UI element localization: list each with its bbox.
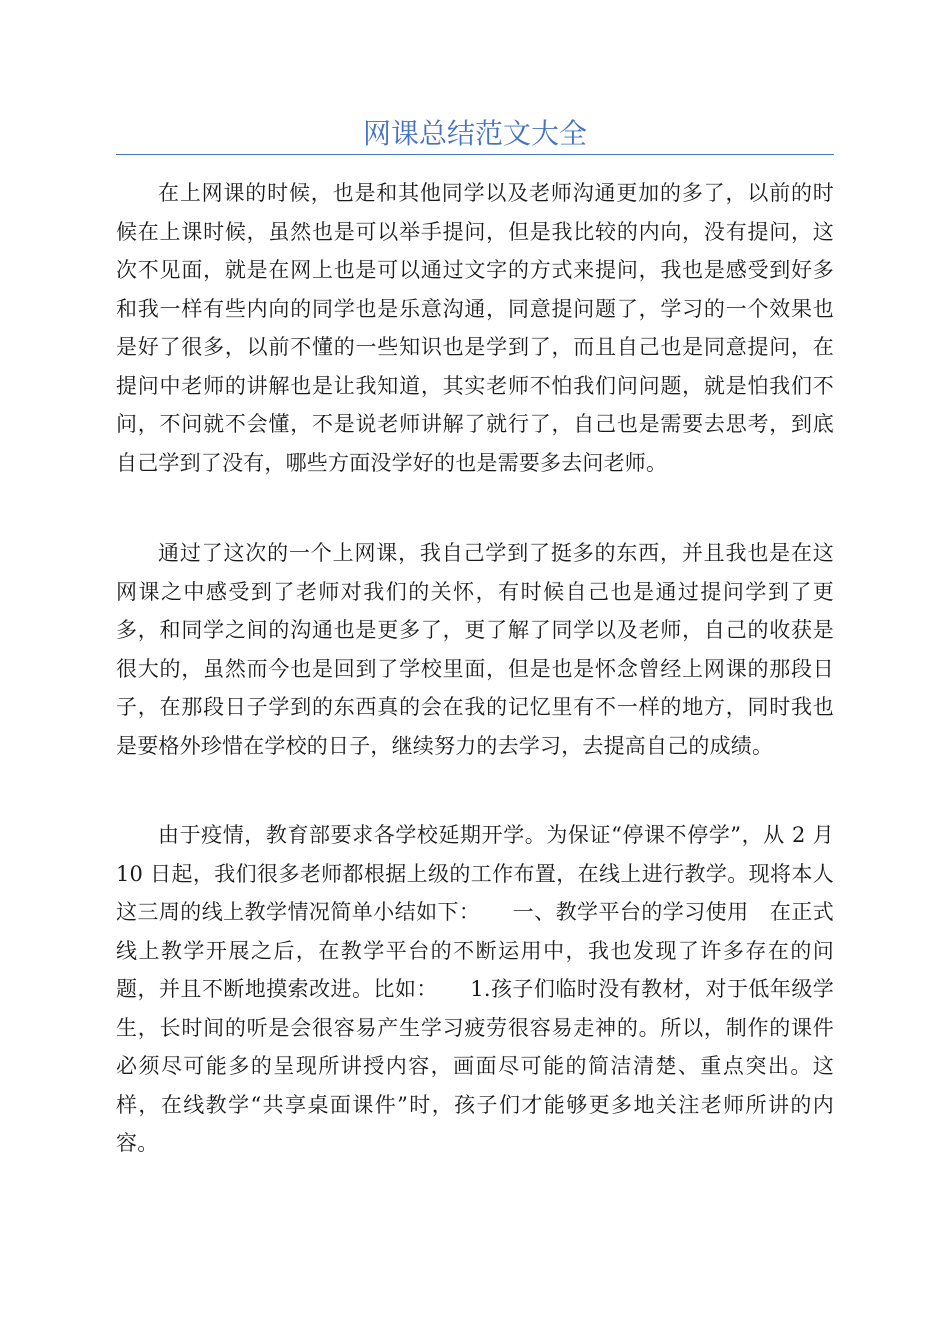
paragraph-3: 由于疫情，教育部要求各学校延期开学。为保证“停课不停学”，从 2 月 10 日起，我们很多老师都根据上级的工作布置，在线上进行教学。现将本人这三周的线上教学情况简单小结如下： 一、教学平台的学习使用 在正式线上教学开展之后，在教学平台的不断运用中，我也发现了许多存在的问题，并且不断地摸索改进。比如： 1.孩子们临时没有教材，对于低年级学生，长时间的听是会很容易产生学习疲劳很容易走神的。所以，制作的课件必须尽可能多的呈现所讲授内容，画面尽可能的简洁清楚、重点突出。这样，在线教学“共享桌面课件”时，孩子们才能够更多地关注老师所讲的内容。 (116, 823, 834, 1155)
document-title: 网课总结范文大全 (362, 117, 587, 150)
paragraph-2: 通过了这次的一个上网课，我自己学到了挺多的东西，并且我也是在这网课之中感受到了老师对我们的关怀，有时候自己也是通过提问学到了更多，和同学之间的沟通也是更多了，更了解了同学以及老师，自己的收获是很大的，虽然而今也是回到了学校里面，但是也是怀念曾经上网课的那段日子，在那段日子学到的东西真的会在我的记忆里有不一样的地方，同时我也是要格外珍惜在学校的日子，继续努力的去学习，去提高自己的成绩。 (116, 541, 834, 758)
title-underline (116, 154, 834, 155)
paragraph-1: 在上网课的时候，也是和其他同学以及老师沟通更加的多了，以前的时候在上课时候，虽然也是可以举手提问，但是我比较的内向，没有提问，这次不见面，就是在网上也是可以通过文字的方式来提问，我也是感受到好多和我一样有些内向的同学也是乐意沟通，同意提问题了，学习的一个效果也是好了很多，以前不懂的一些知识也是学到了，而且自己也是同意提问，在提问中老师的讲解也是让我知道，其实老师不怕我们问问题，就是怕我们不问，不问就不会懂，不是说老师讲解了就行了，自己也是需要去思考，到底自己学到了没有，哪些方面没学好的也是需要多去问老师。 (116, 181, 834, 475)
